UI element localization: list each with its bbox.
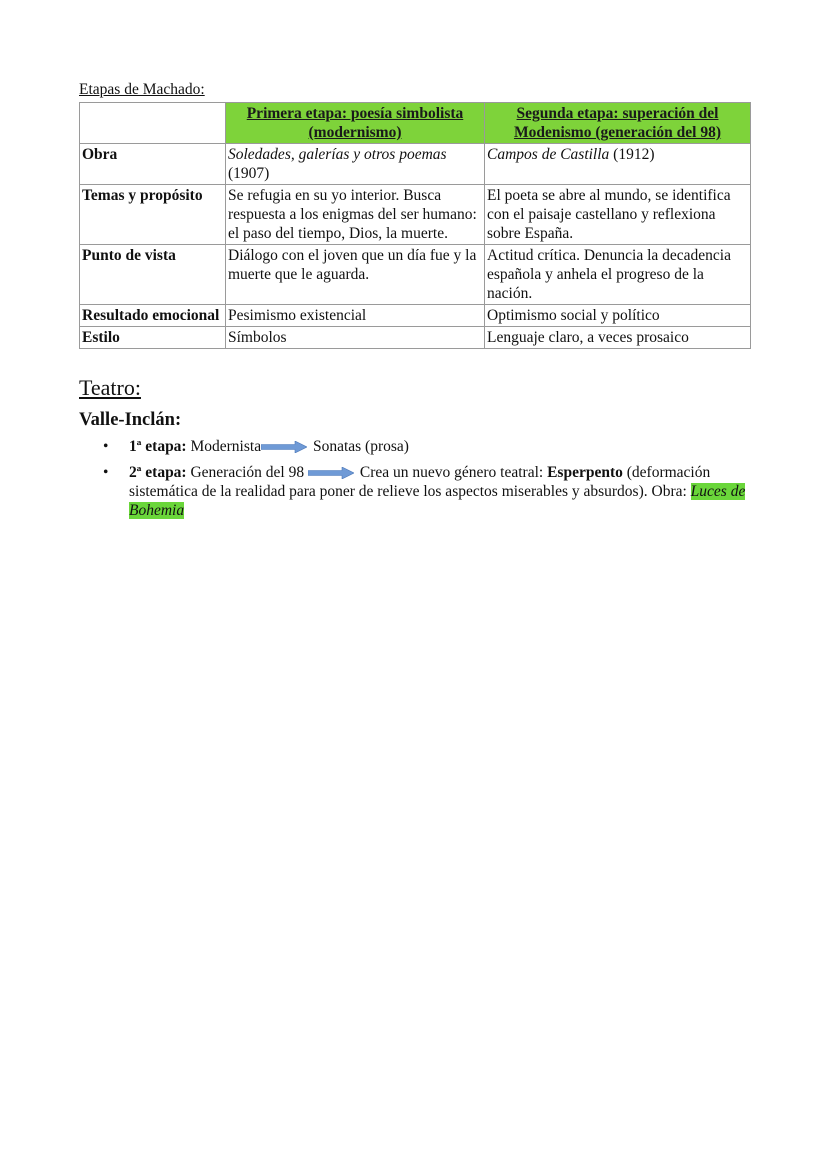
list-item xyxy=(79,463,751,520)
table-cell: Optimismo social y político xyxy=(485,305,751,327)
bullet-icon: • xyxy=(103,438,109,455)
machado-stages-table xyxy=(79,102,751,349)
table-cell xyxy=(485,144,751,185)
table-row xyxy=(80,245,751,305)
table-row xyxy=(80,327,751,349)
table-cell xyxy=(226,144,485,185)
genre-name: Esperpento xyxy=(547,464,623,481)
work-year: (1912) xyxy=(613,146,655,163)
table-row xyxy=(80,305,751,327)
highlighted-work-title: Luces de Bohemia xyxy=(129,483,746,519)
table-cell: El poeta se abre al mundo, se identifica con el paisaje castellano y reflexiona sobre España. xyxy=(485,185,751,245)
teatro-heading: Teatro: xyxy=(79,375,141,400)
right-arrow-icon xyxy=(308,467,354,479)
work-title: Campos de Castilla xyxy=(487,146,610,163)
row-label: Obra xyxy=(80,144,226,185)
work-year: (1907) xyxy=(228,165,270,182)
table-row xyxy=(80,144,751,185)
valle-inclan-heading: Valle-Inclán: xyxy=(79,410,182,430)
table-corner-cell xyxy=(80,103,226,144)
genre-description: (deformación sistemática de la realidad para poner de relieve los aspectos miserables y absurdos). Obra: xyxy=(129,464,711,500)
machado-title: Etapas de Machado: xyxy=(79,81,205,98)
table-cell: Símbolos xyxy=(226,327,485,349)
table-header-row xyxy=(80,103,751,144)
column-header-first-stage: Primera etapa: poesía simbolista (modernismo) xyxy=(226,103,485,144)
row-label: Resultado emocional xyxy=(80,305,226,327)
document-page xyxy=(79,80,751,527)
valle-inclan-stages-list xyxy=(79,437,751,520)
column-header-second-stage: Segunda etapa: superación del Modenismo (generación del 98) xyxy=(485,103,751,144)
row-label: Temas y propósito xyxy=(80,185,226,245)
stage-text: Modernista xyxy=(190,438,262,455)
stage-label: 2ª etapa: xyxy=(129,464,187,481)
table-cell: Diálogo con el joven que un día fue y la muerte que le aguarda. xyxy=(226,245,485,305)
table-row xyxy=(80,185,751,245)
table-cell: Pesimismo existencial xyxy=(226,305,485,327)
table-cell: Se refugia en su yo interior. Busca respuesta a los enigmas del ser humano: el paso del tiempo, Dios, la muerte. xyxy=(226,185,485,245)
stage-result: Crea un nuevo género teatral: xyxy=(359,464,544,481)
row-label: Punto de vista xyxy=(80,245,226,305)
stage-label: 1ª etapa: xyxy=(129,438,187,455)
bullet-icon: • xyxy=(103,464,109,481)
list-item xyxy=(79,437,751,456)
table-cell: Actitud crítica. Denuncia la decadencia española y anhela el progreso de la nación. xyxy=(485,245,751,305)
row-label: Estilo xyxy=(80,327,226,349)
table-cell: Lenguaje claro, a veces prosaico xyxy=(485,327,751,349)
work-title: Soledades, galerías y otros poemas xyxy=(228,146,447,163)
stage-result: Sonatas (prosa) xyxy=(312,438,409,455)
stage-text: Generación del 98 xyxy=(190,464,305,481)
right-arrow-icon xyxy=(261,441,307,453)
